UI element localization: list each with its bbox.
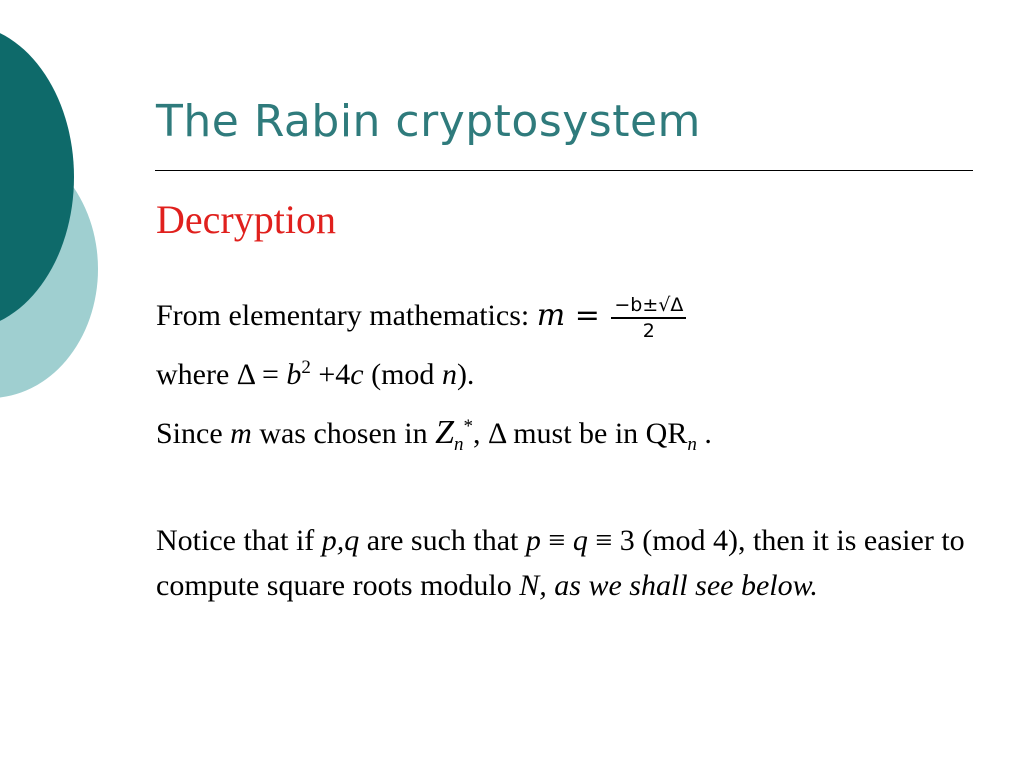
notice-N: N,: [519, 569, 547, 602]
since-word: Since: [156, 417, 223, 450]
since-Z: Z: [435, 414, 455, 451]
slide-title: The Rabin cryptosystem: [156, 96, 701, 147]
since-tail: must be in QR: [505, 417, 688, 450]
notice-q: q: [572, 524, 588, 557]
notice-t2: are such that: [359, 524, 526, 557]
since-end: .: [696, 417, 712, 450]
since-delta: Δ: [488, 417, 506, 450]
where-b-exponent: 2: [301, 357, 311, 378]
slide-subtitle: Decryption: [156, 197, 336, 242]
where-n: n: [441, 358, 457, 391]
where-plus: +4: [310, 358, 351, 391]
notice-pq: p,q: [321, 524, 360, 557]
where-word: where: [156, 358, 230, 391]
notice-equiv1: ≡: [540, 524, 573, 557]
formula-lhs: m =: [536, 297, 600, 333]
since-middle: was chosen in: [251, 417, 436, 450]
fraction-numerator: −b±√Δ: [611, 294, 686, 319]
notice-t3: 3 (mod 4), then it is easier to compute square roots modulo: [156, 524, 965, 602]
title-divider: [155, 170, 973, 171]
since-Z-sup: *: [463, 416, 474, 437]
fraction-denominator: 2: [642, 320, 655, 342]
notice-t4: as we shall see below.: [546, 569, 818, 602]
notice-equiv2: ≡: [587, 524, 620, 557]
formula-line: [156, 294, 686, 342]
where-eq: =: [254, 358, 287, 391]
since-line: [156, 414, 712, 455]
where-b: b: [286, 358, 302, 391]
since-comma: ,: [473, 417, 481, 450]
since-QR-sub: n: [687, 434, 697, 455]
quadratic-fraction: [611, 294, 686, 342]
where-line: [156, 358, 474, 392]
where-c: c: [350, 358, 364, 391]
notice-p: p: [525, 524, 541, 557]
notice-t1: Notice that if: [156, 524, 322, 557]
since-m: m: [230, 417, 252, 450]
where-delta: Δ: [236, 358, 255, 391]
notice-paragraph: [156, 518, 968, 608]
since-Z-sub: n: [454, 434, 464, 455]
where-mod-close: ).: [456, 358, 475, 391]
where-mod-open: (mod: [363, 358, 442, 391]
formula-lead-text: From elementary mathematics:: [156, 298, 530, 332]
